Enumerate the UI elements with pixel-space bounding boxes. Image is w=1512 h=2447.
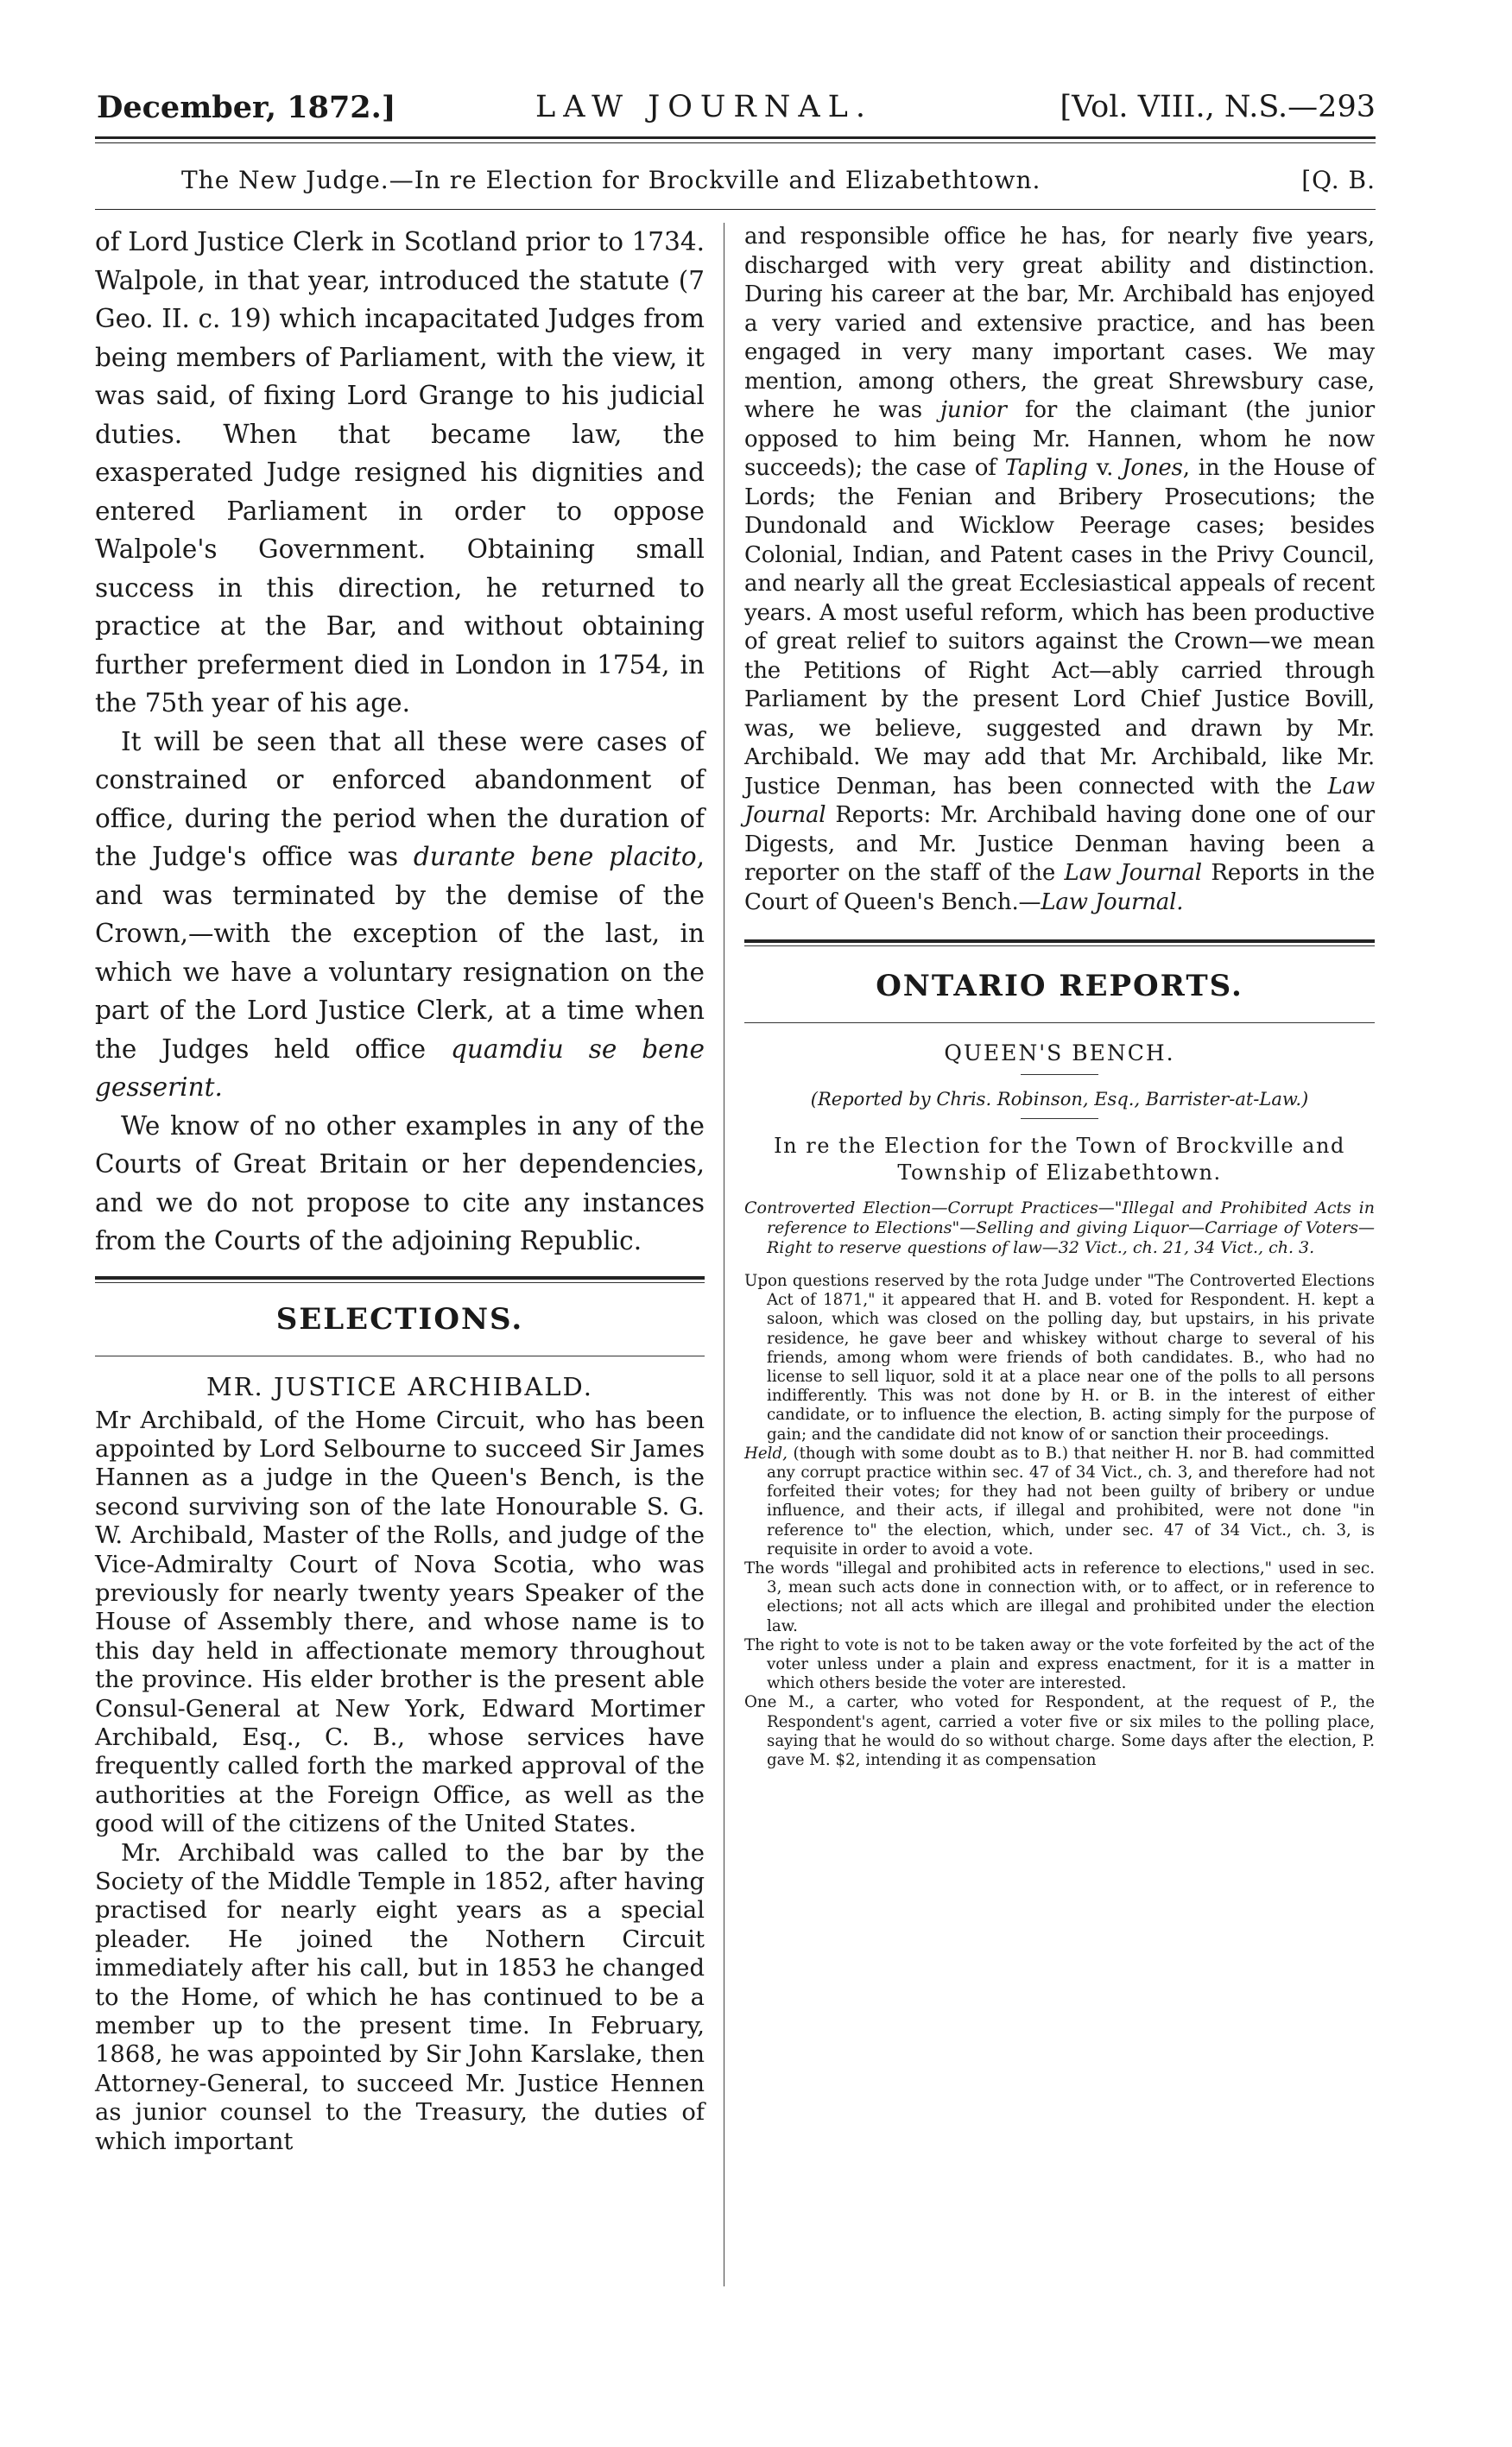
running-head-journal: LAW JOURNAL. (535, 90, 874, 124)
left-paragraph-5: Mr. Archibald was called to the bar by the Society of the Middle Temple in 1852, after having practised for nearly eight years as a special pleader. He joined the Nothern Circuit immediately after his call, but in 1853 he changed to the Home, of which he has continued to be a member up to the present time. In February, 1868, he was appointed by Sir John Karslake, then Attorney-General, to succeed Mr. Justice Hennen as junior counsel to the Treasury, the duties of which important (95, 1839, 705, 2155)
left-paragraph-1: of Lord Justice Clerk in Scotland prior to 1734. Walpole, in that year, introduced the statute (7 Geo. II. c. 19) which incapacitated Judges from being members of Parliament, with the view, it was said, of fixing Lord Grange to his judicial duties. When that became law, the exasperated Judge resigned his dignities and entered Parliament in order to oppose Walpole's Government. Obtaining small success in this direction, he returned to practice at the Bar, and without obtaining further preferment died in London in 1754, in the 75th year of his age. (95, 227, 705, 718)
syllabus-4: The right to vote is not to be taken away or the vote forfeited by the act of the voter unless under a plain and express enactment, for it is a matter in which others beside the voter are interested. (744, 1635, 1375, 1693)
left-paragraph-3: We know of no other examples in any of the Courts of Great Britain or her dependencies, and we do not propose to cite any instances from the Courts of the adjoining Republic. (95, 1110, 705, 1255)
subhead-rule (95, 209, 1376, 210)
selections-heading: SELECTIONS. (275, 1301, 524, 1337)
case-title: In re the Election for the Town of Brockville and Township of Elizabethtown. (774, 1134, 1345, 1185)
running-subhead (181, 166, 1376, 194)
left-column (95, 223, 705, 2156)
right-column (744, 223, 1375, 1770)
article-heading: MR. JUSTICE ARCHIBALD. (206, 1371, 593, 1401)
running-head-date: December, 1872.] (97, 90, 396, 125)
ontario-heading: ONTARIO REPORTS. (876, 969, 1243, 1003)
header-rule-thick (95, 136, 1376, 139)
running-head-volume: [Vol. VIII., N.S.—293 (1060, 90, 1376, 124)
ontario-rule-bottom (744, 1022, 1375, 1023)
syllabus-5: One M., a carter, who voted for Respondent, at the request of P., the Respondent's agent, carried a voter five or six miles to the polling place, saying that he would do so without charge. Some days after the election, P. gave M. $2, intending it as compensation (744, 1693, 1375, 1770)
subhead-title: The New Judge.—In re Election for Brockville and Elizabethtown. (181, 166, 1041, 194)
case-keywords: Controverted Election—Corrupt Practices—"Illegal and Prohibited Acts in reference to Elections"—Selling and giving Liquor—Carriage of Voters—Right to reserve questions of law—32 Vict., ch. 21, 34 Vict., ch. 3. (744, 1198, 1375, 1257)
subhead-court: [Q. B. (1301, 166, 1376, 194)
syllabus-1: Upon questions reserved by the rota Judge under "The Controverted Elections Act of 1871," it appeared that H. and B. voted for Respondent. H. kept a saloon, which was closed on the polling day, but upstairs, in his private residence, he gave beer and whiskey without charge to several of his friends, among whom were friends of both candidates. B., who had no license to sell liquor, sold it at a place near one of the polls to all persons indifferently. This was not done by H. or B. in the interest of either candidate, or to influence the election, B. acting simply for the purpose of gain; and the candidate did not know of or sanction their proceedings. (744, 1272, 1375, 1444)
syllabus-2: Held, (though with some doubt as to B.) that neither H. nor B. had committed any corrupt practice within sec. 47 of 34 Vict., ch. 3, and therefore had not forfeited their votes; for they had not been guilty of bribery or undue influence, and their acts, if illegal and prohibited, were not done "in reference to" the election, which, under sec. 47 of 34 Vict., ch. 3, is requisite in order to avoid a vote. (744, 1444, 1375, 1559)
left-paragraph-4: Mr Archibald, of the Home Circuit, who has been appointed by Lord Selbourne to succeed Sir James Hannen as a judge in the Queen's Bench, is the second surviving son of the late Honourable S. G. W. Archibald, Master of the Rolls, and judge of the Vice-Admiralty Court of Nova Scotia, who was previously for nearly twenty years Speaker of the House of Assembly there, and whose name is to this day held in affectionate memory throughout the province. His elder brother is the present able Consul-General at New York, Edward Mortimer Archibald, Esq., C. B., whose services have frequently called forth the marked approval of the authorities at the Foreign Office, as well as the good will of the citizens of the United States. (95, 1407, 705, 1838)
right-paragraph-1: and responsible office he has, for nearly five years, discharged with very great ability and distinction. During his career at the bar, Mr. Archibald has enjoyed a very varied and extensive practice, and has been engaged in very many important cases. We may mention, among others, the great Shrewsbury case, where he was junior for the claimant (the junior opposed to him being Mr. Hannen, whom he now succeeds); the case of Tapling v. Jones, in the House of Lords; the Fenian and Bribery Prosecutions; the Dundonald and Wicklow Peerage cases; besides Colonial, Indian, and Patent cases in the Privy Council, and nearly all the great Ecclesiastical appeals of recent years. A most useful reform, which has been productive of great relief to suitors against the Crown—we mean the Petitions of Right Act—ably carried through Parliament by the present Lord Chief Justice Bovill, was, we believe, suggested and drawn by Mr. Archibald. We may add that Mr. Archibald, like Mr. Justice Denman, has been connected with the Law Journal Reports: Mr. Archibald having done one of our Digests, and Mr. Justice Denman having been a reporter on the staff of the Law Journal Reports in the Court of Queen's Bench.—Law Journal. (744, 224, 1376, 915)
court-heading: QUEEN'S BENCH. (944, 1040, 1175, 1065)
left-paragraph-2: It will be seen that all these were cases of constrained or enforced abandonment of office, during the period when the duration of the Judge's office was durante bene placito, and was terminated by the demise of the Crown,—with the exception of the last, in which we have a voluntary resignation on the part of the Lord Justice Clerk, at a time when the Judges held office quamdiu se bene gesserint. (95, 726, 705, 1102)
reported-by: (Reported by Chris. Robinson, Esq., Barrister-at-Law.) (810, 1089, 1309, 1110)
header-rule-thin (95, 142, 1376, 143)
syllabus-3: The words "illegal and prohibited acts in reference to elections," used in sec. 3, mean such acts done in connection with, or to affect, or in reference to elections; not all acts which are illegal and prohibited under the election law. (744, 1559, 1375, 1635)
